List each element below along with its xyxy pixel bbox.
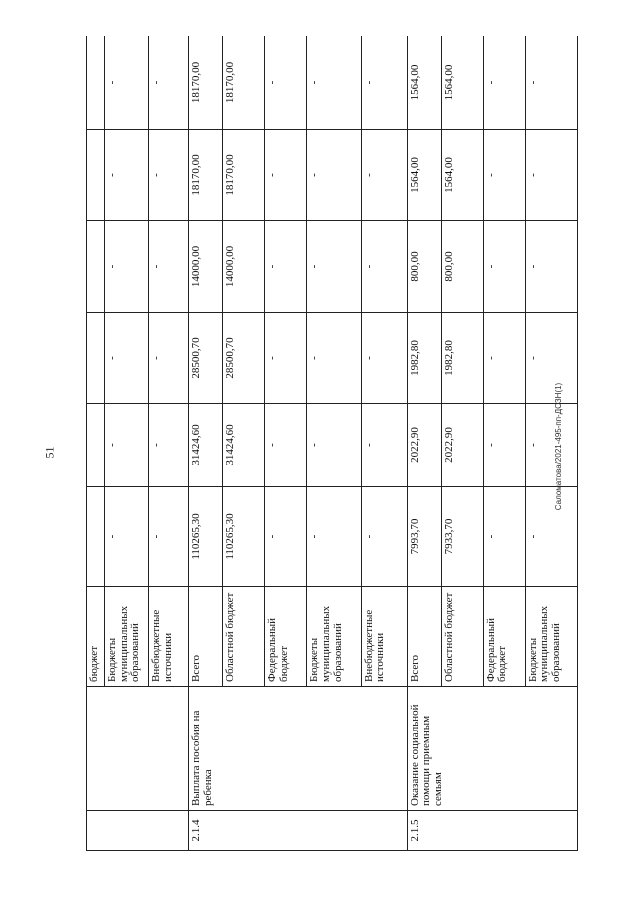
amount-cell: - <box>149 36 189 130</box>
amount-cell: - <box>525 130 577 221</box>
amount-cell: - <box>361 487 407 587</box>
amount-cell: - <box>265 36 307 130</box>
amount-cell: - <box>525 36 577 130</box>
budget-table <box>86 36 578 851</box>
row-code-cell <box>87 811 189 851</box>
amount-cell: - <box>105 130 149 221</box>
funding-source-cell: Бюджеты муниципальных образований <box>105 587 149 687</box>
amount-cell <box>87 404 105 487</box>
amount-cell: 1982,80 <box>407 313 441 404</box>
amount-cell: 28500,70 <box>189 313 223 404</box>
row-code-cell: 2.1.5 <box>407 811 577 851</box>
amount-cell: 18170,00 <box>189 36 223 130</box>
amount-cell: 31424,60 <box>223 404 265 487</box>
funding-source-cell: Областной бюджет <box>223 587 265 687</box>
amount-cell: 31424,60 <box>189 404 223 487</box>
amount-cell: - <box>307 313 361 404</box>
amount-cell: 2022,90 <box>441 404 483 487</box>
amount-cell: - <box>483 130 525 221</box>
amount-cell <box>87 487 105 587</box>
amount-cell: - <box>149 313 189 404</box>
amount-cell: - <box>105 487 149 587</box>
amount-cell <box>87 130 105 221</box>
rotated-table-container <box>86 36 578 851</box>
row-code-cell: 2.1.4 <box>189 811 407 851</box>
amount-cell: 1564,00 <box>441 130 483 221</box>
funding-source-cell: Всего <box>189 587 223 687</box>
amount-cell: - <box>361 130 407 221</box>
amount-cell: - <box>105 313 149 404</box>
amount-cell: - <box>483 404 525 487</box>
amount-cell <box>87 221 105 313</box>
amount-cell <box>87 313 105 404</box>
measure-name-cell: Оказание социальной помощи приемным семьям <box>407 687 577 811</box>
amount-cell <box>87 36 105 130</box>
amount-cell: 28500,70 <box>223 313 265 404</box>
amount-cell: 14000,00 <box>223 221 265 313</box>
budget-table-body <box>87 36 578 851</box>
table-row <box>407 36 441 851</box>
amount-cell: 1564,00 <box>441 36 483 130</box>
amount-cell: 18170,00 <box>189 130 223 221</box>
amount-cell: 7933,70 <box>441 487 483 587</box>
amount-cell: - <box>265 313 307 404</box>
amount-cell: - <box>149 404 189 487</box>
amount-cell: - <box>483 36 525 130</box>
amount-cell: - <box>149 130 189 221</box>
amount-cell: 1564,00 <box>407 130 441 221</box>
funding-source-cell: Бюджеты муниципальных образований <box>525 587 577 687</box>
amount-cell: - <box>307 487 361 587</box>
amount-cell: - <box>361 221 407 313</box>
amount-cell: 1982,80 <box>441 313 483 404</box>
amount-cell: - <box>149 221 189 313</box>
amount-cell: 14000,00 <box>189 221 223 313</box>
amount-cell: 7993,70 <box>407 487 441 587</box>
amount-cell: 800,00 <box>407 221 441 313</box>
amount-cell: 18170,00 <box>223 130 265 221</box>
funding-source-cell: Всего <box>407 587 441 687</box>
amount-cell: 110265,30 <box>223 487 265 587</box>
funding-source-cell: Бюджеты муниципальных образований <box>307 587 361 687</box>
amount-cell: 2022,90 <box>407 404 441 487</box>
amount-cell: - <box>361 36 407 130</box>
amount-cell: 1564,00 <box>407 36 441 130</box>
amount-cell: - <box>307 130 361 221</box>
document-footer: Саломатова/2021-495-пп-ДСЗН(1) <box>554 382 564 511</box>
amount-cell: - <box>483 313 525 404</box>
amount-cell: - <box>105 404 149 487</box>
amount-cell: - <box>307 221 361 313</box>
amount-cell: - <box>361 404 407 487</box>
page-number: 51 <box>42 446 57 459</box>
amount-cell: - <box>265 404 307 487</box>
table-row <box>87 36 105 851</box>
amount-cell: - <box>265 130 307 221</box>
amount-cell: - <box>307 36 361 130</box>
funding-source-cell: Внебюджетные источники <box>361 587 407 687</box>
amount-cell: 110265,30 <box>189 487 223 587</box>
amount-cell: - <box>483 221 525 313</box>
funding-source-cell: бюджет <box>87 587 105 687</box>
funding-source-cell: Областной бюджет <box>441 587 483 687</box>
amount-cell: - <box>265 487 307 587</box>
amount-cell: - <box>525 404 577 487</box>
funding-source-cell: Федеральный бюджет <box>265 587 307 687</box>
measure-name-cell <box>87 687 189 811</box>
amount-cell: - <box>525 313 577 404</box>
funding-source-cell: Внебюджетные источники <box>149 587 189 687</box>
amount-cell: - <box>105 221 149 313</box>
amount-cell: - <box>483 487 525 587</box>
amount-cell: - <box>105 36 149 130</box>
amount-cell: - <box>361 313 407 404</box>
amount-cell: - <box>307 404 361 487</box>
amount-cell: - <box>265 221 307 313</box>
amount-cell: 800,00 <box>441 221 483 313</box>
measure-name-cell: Выплата пособия на ребенка <box>189 687 407 811</box>
budget-table-frame <box>86 36 578 851</box>
funding-source-cell: Федеральный бюджет <box>483 587 525 687</box>
table-row <box>189 36 223 851</box>
amount-cell: - <box>525 487 577 587</box>
amount-cell: - <box>149 487 189 587</box>
amount-cell: - <box>525 221 577 313</box>
amount-cell: 18170,00 <box>223 36 265 130</box>
